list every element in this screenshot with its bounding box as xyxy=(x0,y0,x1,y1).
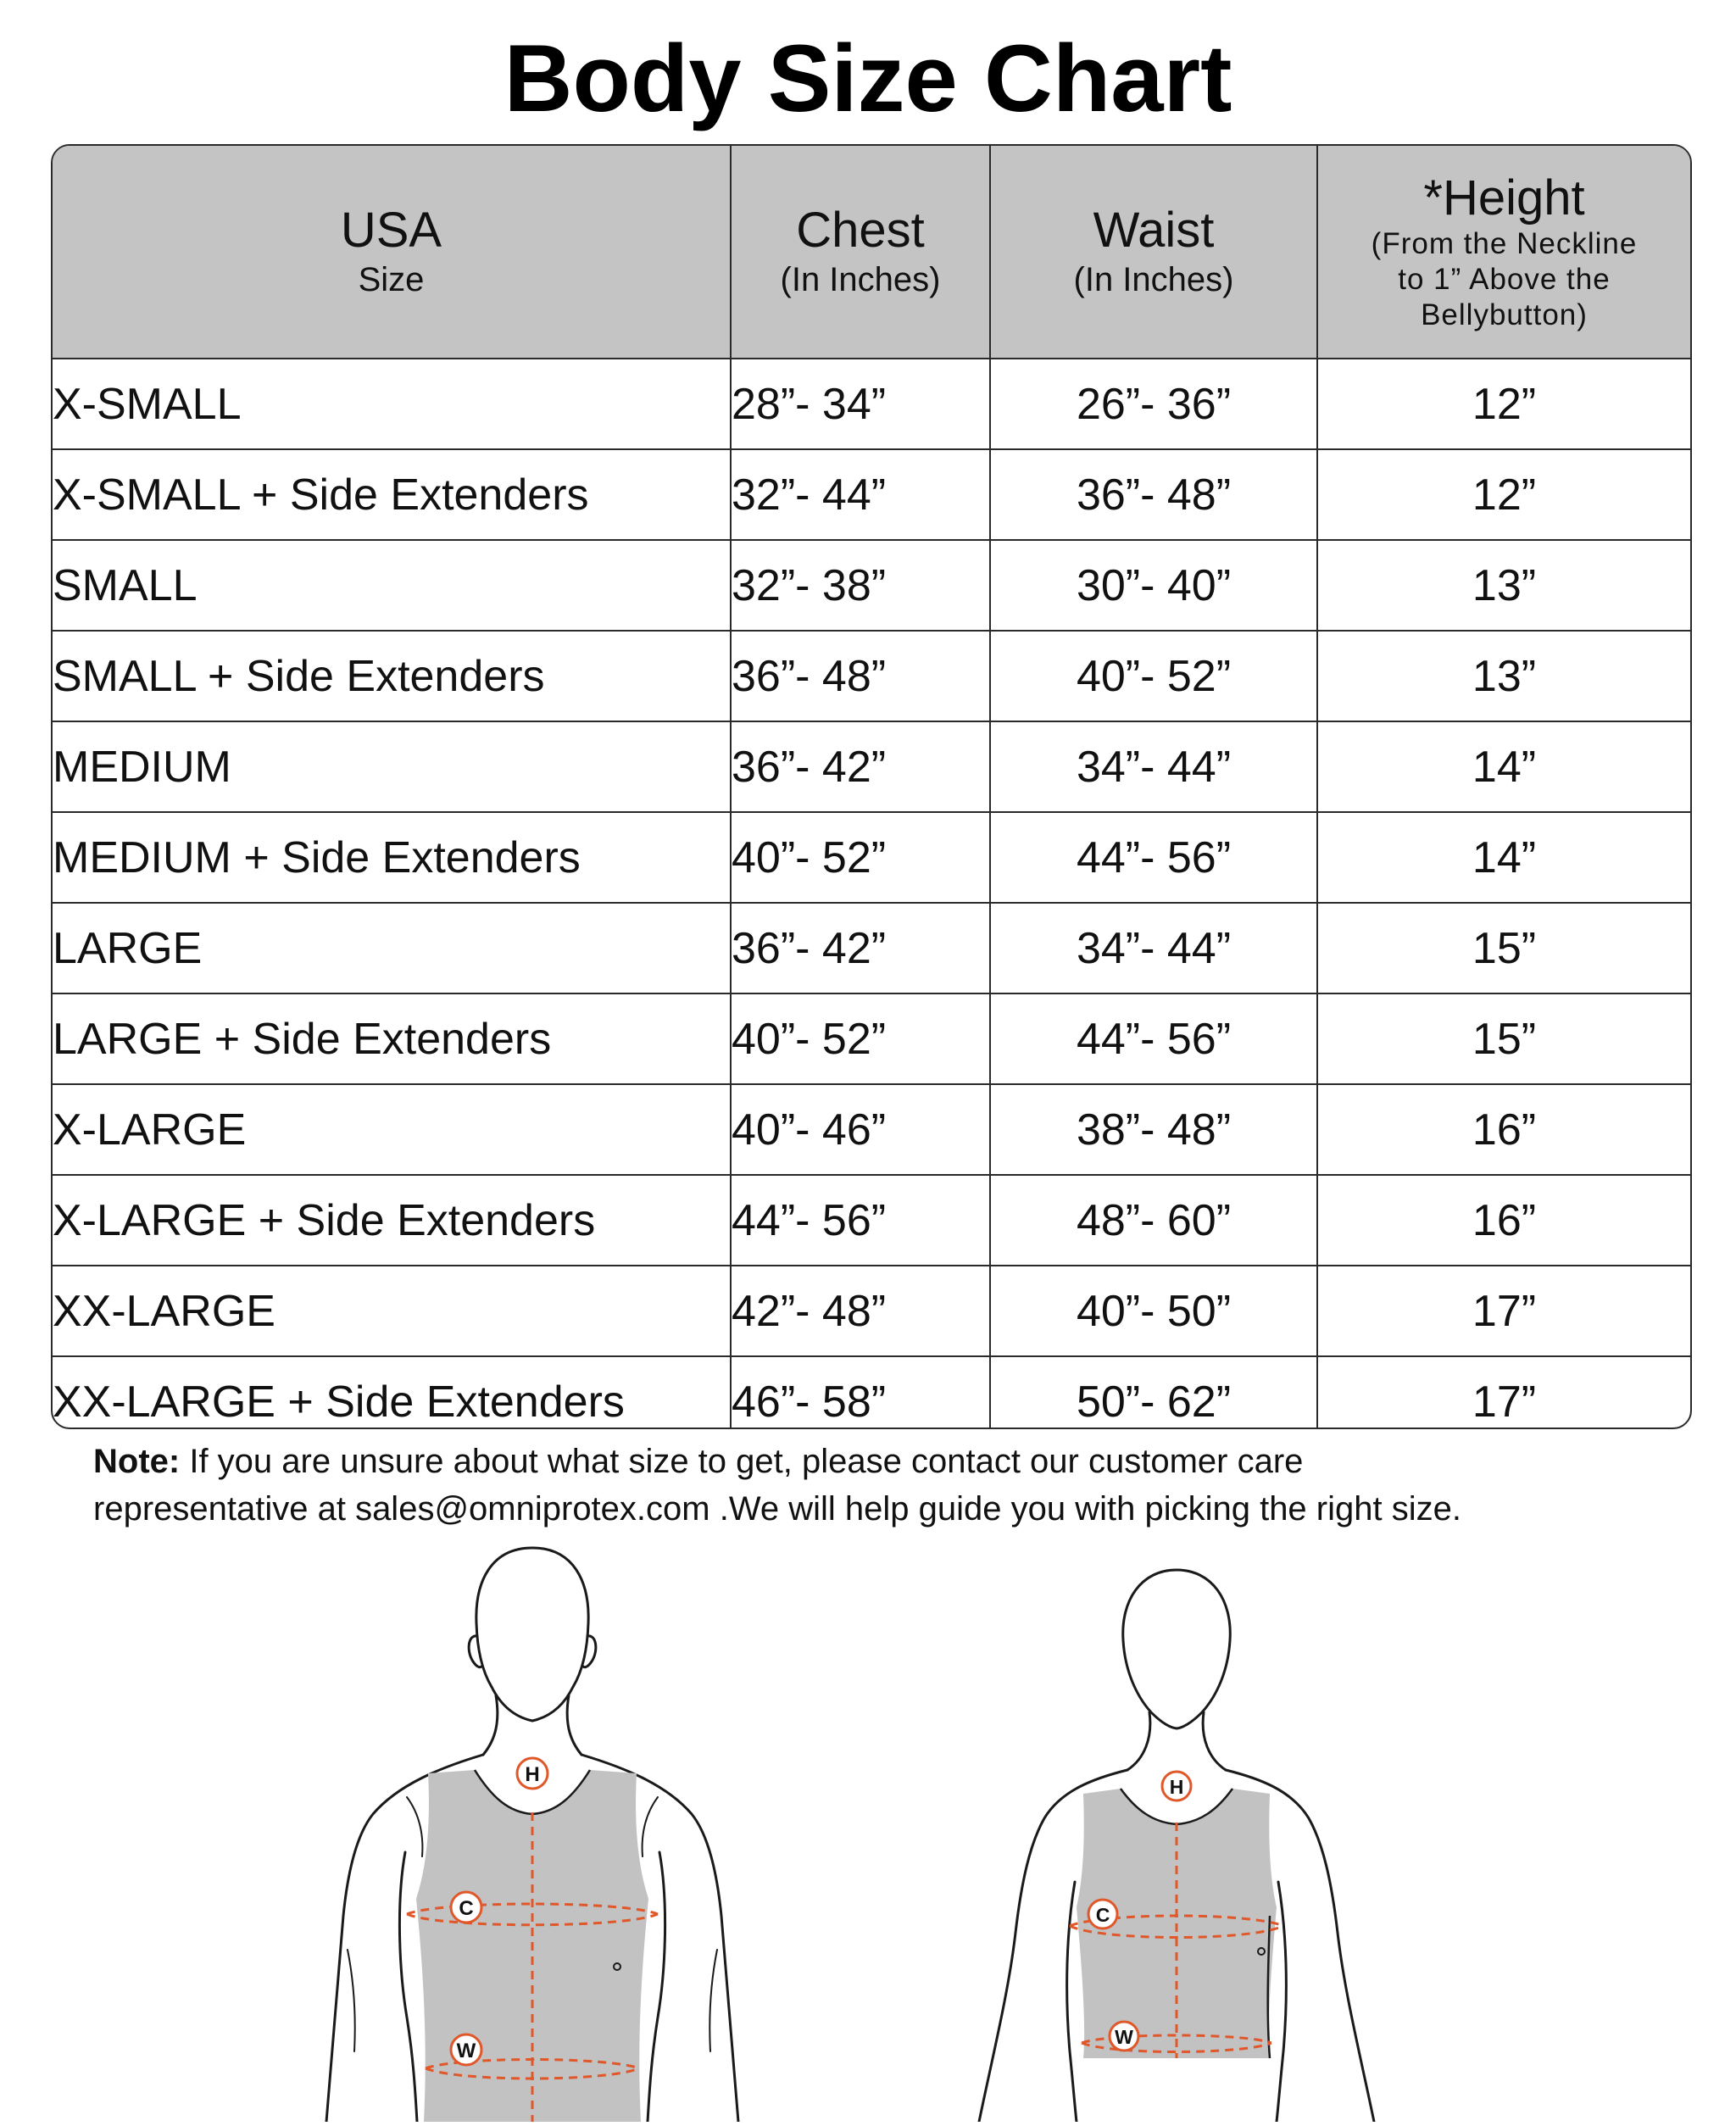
table-header-row xyxy=(53,146,1690,359)
header-chest-unit: (In Inches) xyxy=(780,261,941,298)
table-row xyxy=(53,1266,1690,1356)
table-row xyxy=(53,721,1690,812)
table-row xyxy=(53,903,1690,993)
header-size-sublabel: Size xyxy=(358,261,425,298)
table-row xyxy=(53,993,1690,1084)
header-height-note-1: (From the Neckline xyxy=(1371,227,1638,260)
header-chest xyxy=(731,146,990,359)
svg-text:H: H xyxy=(525,1763,540,1786)
header-height-label: *Height xyxy=(1423,170,1585,225)
male-marker-c xyxy=(451,1892,481,1923)
header-height-note-2: to 1” Above the xyxy=(1398,263,1611,296)
cell-height: 15” xyxy=(1317,903,1690,993)
cell-size: X-LARGE + Side Extenders xyxy=(53,1175,731,1266)
table-row xyxy=(53,1175,1690,1266)
header-waist xyxy=(990,146,1317,359)
page-title: Body Size Chart xyxy=(504,25,1232,131)
cell-chest: 36”- 48” xyxy=(731,631,990,721)
cell-waist: 50”- 62” xyxy=(990,1356,1317,1429)
cell-size: XX-LARGE + Side Extenders xyxy=(53,1356,731,1429)
table-row xyxy=(53,1084,1690,1175)
cell-waist: 48”- 60” xyxy=(990,1175,1317,1266)
cell-chest: 40”- 52” xyxy=(731,993,990,1084)
cell-chest: 40”- 46” xyxy=(731,1084,990,1175)
svg-text:H: H xyxy=(1169,1776,1184,1798)
female-marker-h xyxy=(1162,1772,1191,1800)
header-height-note-3: Bellybutton) xyxy=(1421,298,1588,331)
size-note xyxy=(93,1438,1661,1533)
cell-size: X-LARGE xyxy=(53,1084,731,1175)
cell-height: 12” xyxy=(1317,449,1690,540)
note-label: Note: xyxy=(93,1443,181,1480)
svg-text:W: W xyxy=(456,2040,476,2062)
cell-waist: 34”- 44” xyxy=(990,721,1317,812)
female-marker-c xyxy=(1088,1900,1117,1928)
header-size xyxy=(53,146,731,359)
cell-height: 14” xyxy=(1317,812,1690,903)
cell-size: MEDIUM + Side Extenders xyxy=(53,812,731,903)
cell-chest: 36”- 42” xyxy=(731,721,990,812)
cell-size: SMALL + Side Extenders xyxy=(53,631,731,721)
cell-height: 13” xyxy=(1317,631,1690,721)
table-row xyxy=(53,631,1690,721)
header-waist-unit: (In Inches) xyxy=(1073,261,1234,298)
svg-text:W: W xyxy=(1115,2026,1133,2048)
svg-text:C: C xyxy=(459,1897,474,1920)
table-row xyxy=(53,1356,1690,1429)
cell-size: LARGE + Side Extenders xyxy=(53,993,731,1084)
note-text-line-1: If you are unsure about what size to get, please contact our customer care xyxy=(180,1443,1304,1480)
cell-size: SMALL xyxy=(53,540,731,631)
measurement-figures xyxy=(0,1543,1736,2122)
cell-height: 13” xyxy=(1317,540,1690,631)
cell-waist: 38”- 48” xyxy=(990,1084,1317,1175)
table-row xyxy=(53,812,1690,903)
cell-chest: 46”- 58” xyxy=(731,1356,990,1429)
table-row xyxy=(53,449,1690,540)
cell-chest: 28”- 34” xyxy=(731,359,990,449)
cell-size: X-SMALL + Side Extenders xyxy=(53,449,731,540)
cell-chest: 32”- 38” xyxy=(731,540,990,631)
cell-height: 16” xyxy=(1317,1084,1690,1175)
cell-waist: 36”- 48” xyxy=(990,449,1317,540)
cell-chest: 32”- 44” xyxy=(731,449,990,540)
male-marker-h xyxy=(517,1758,548,1789)
size-chart-table xyxy=(51,144,1692,1429)
cell-waist: 26”- 36” xyxy=(990,359,1317,449)
cell-chest: 36”- 42” xyxy=(731,903,990,993)
cell-height: 14” xyxy=(1317,721,1690,812)
cell-height: 16” xyxy=(1317,1175,1690,1266)
cell-size: LARGE xyxy=(53,903,731,993)
note-text-line-2: representative at sales@omniprotex.com .We will help guide you with picking the right size. xyxy=(93,1490,1461,1528)
cell-waist: 30”- 40” xyxy=(990,540,1317,631)
cell-chest: 40”- 52” xyxy=(731,812,990,903)
female-marker-w xyxy=(1110,2022,1138,2051)
cell-size: MEDIUM xyxy=(53,721,731,812)
cell-waist: 44”- 56” xyxy=(990,812,1317,903)
cell-height: 17” xyxy=(1472,1377,1537,1427)
cell-waist: 40”- 50” xyxy=(990,1266,1317,1356)
cell-size: XX-LARGE xyxy=(53,1266,731,1356)
cell-height: 12” xyxy=(1317,359,1690,449)
header-height xyxy=(1317,146,1690,359)
cell-chest: 44”- 56” xyxy=(731,1175,990,1266)
cell-height: 17” xyxy=(1317,1266,1690,1356)
svg-text:C: C xyxy=(1095,1904,1110,1926)
cell-waist: 34”- 44” xyxy=(990,903,1317,993)
header-size-label: USA xyxy=(340,203,442,258)
header-chest-label: Chest xyxy=(796,203,925,258)
header-waist-label: Waist xyxy=(1093,203,1215,258)
cell-waist: 40”- 52” xyxy=(990,631,1317,721)
cell-size: X-SMALL xyxy=(53,359,731,449)
table-row xyxy=(53,540,1690,631)
cell-waist: 44”- 56” xyxy=(990,993,1317,1084)
cell-height: 15” xyxy=(1317,993,1690,1084)
male-marker-w xyxy=(451,2034,481,2065)
cell-chest: 42”- 48” xyxy=(731,1266,990,1356)
table-row xyxy=(53,359,1690,449)
